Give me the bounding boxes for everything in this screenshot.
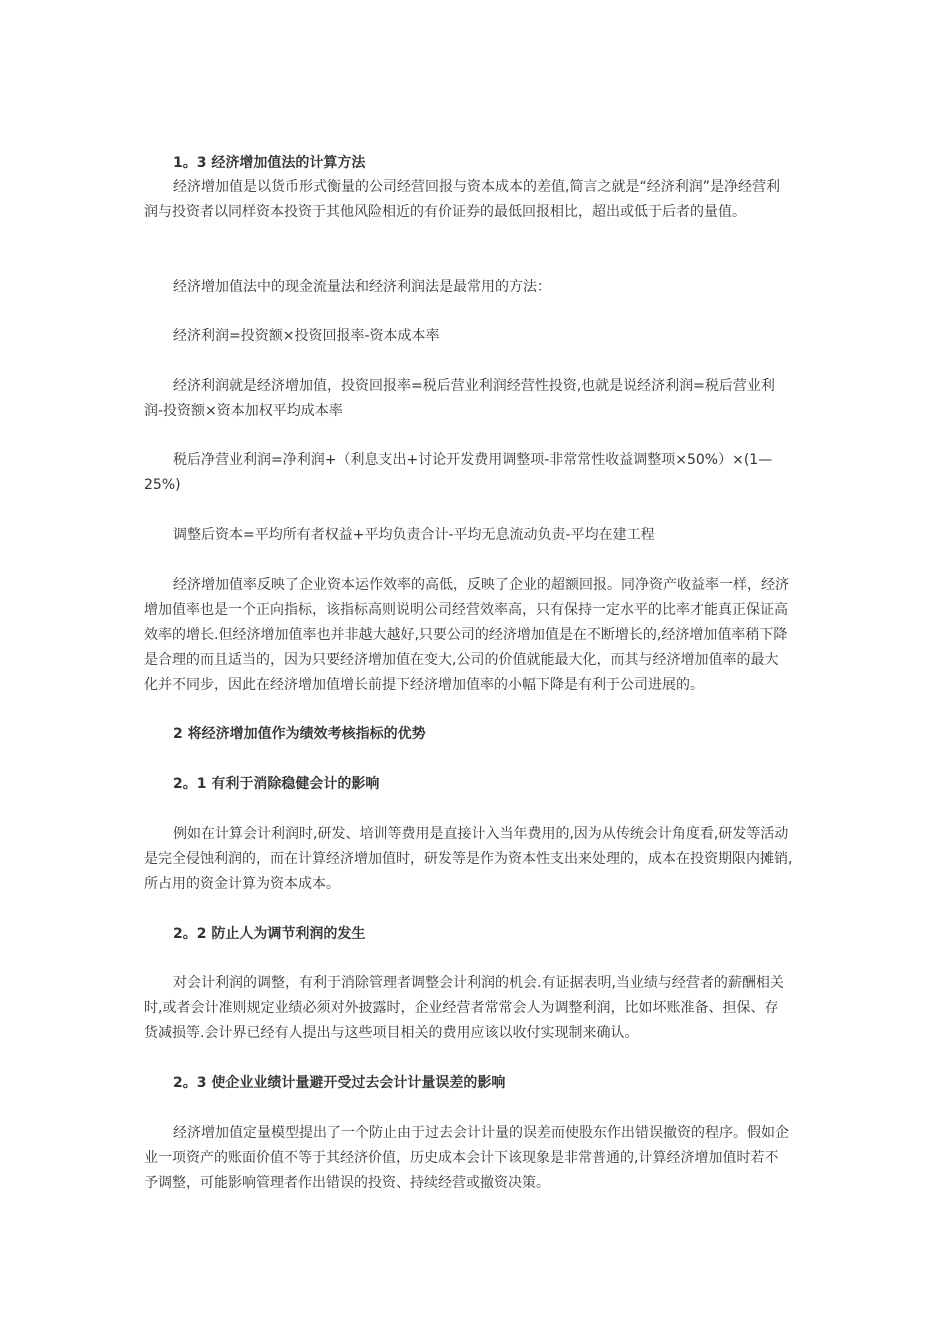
paragraph-measurement-error [144,1121,812,1196]
paragraph-line: 税后净营业利润=净利润+（利息支出+讨论开发费用调整项-非常常性收益调整项×50%）×(1— [173,452,773,468]
paragraph-common-methods [144,275,812,300]
paragraph-economic-profit-explanation [144,374,812,424]
heading-text: 2。2 防止人为调节利润的发生 [173,926,366,942]
paragraph-line: 所占用的资金计算为资本成本。 [144,876,340,892]
paragraph-formula-economic-profit [144,324,812,349]
paragraph-line: 予调整，可能影响管理者作出错误的投资、持续经营或撤资决策。 [144,1175,550,1191]
paragraph-line: 是完全侵蚀利润的，而在计算经济增加值时，研发等是作为资本性支出来处理的，成本在投资期限内摊销, [144,851,793,867]
paragraph-line: 化并不同步，因此在经济增加值增长前提下经济增加值率的小幅下降是有利于公司进展的。 [144,677,704,693]
heading-text: 2。1 有利于消除稳健会计的影响 [173,776,380,792]
paragraph-profit-adjustment [144,971,812,1046]
paragraph-line: 润-投资额×资本加权平均成本率 [144,403,343,419]
paragraph-line: 效率的增长.但经济增加值率也并非越大越好,只要公司的经济增加值是在不断增长的,经济增加值率稍下降 [144,627,788,643]
paragraph-nopat-formula [144,448,812,498]
paragraph-line: 业一项资产的账面价值不等于其经济价值，历史成本会计下该现象是非常普通的,计算经济增加值时若不 [144,1150,779,1166]
paragraph-eva-definition [144,175,812,225]
paragraph-eva-rate [144,573,812,698]
paragraph-line: 经济增加值是以货币形式衡量的公司经营回报与资本成本的差值,简言之就是“经济利润”是净经营利 [173,179,780,195]
paragraph-line: 是合理的而且适当的，因为只要经济增加值在变大,公司的价值就能最大化，而其与经济增加值率的最大 [144,652,779,668]
section-heading-2 [144,722,841,747]
paragraph-line: 对会计利润的调整，有利于消除管理者调整会计利润的机会.有证据表明,当业绩与经营者的薪酬相关 [173,975,784,991]
section-heading-2-1 [144,772,841,797]
paragraph-line: 例如在计算会计利润时,研发、培训等费用是直接计入当年费用的,因为从传统会计角度看,研发等活动 [173,826,789,842]
section-heading-2-2 [144,922,841,947]
heading-text: 1。3 经济增加值法的计算方法 [173,155,366,171]
paragraph-line: 增加值率也是一个正向指标，该指标高则说明公司经营效率高，只有保持一定水平的比率才能真正保证高 [144,602,788,618]
section-heading-1-3 [144,151,841,176]
paragraph-line: 经济利润就是经济增加值，投资回报率=税后营业利润经营性投资,也就是说经济利润=税后营业利 [173,378,775,394]
paragraph-line: 润与投资者以同样资本投资于其他风险相近的有价证券的最低回报相比，超出或低于后者的量值。 [144,204,746,220]
paragraph-line: 时,或者会计准则规定业绩必须对外披露时，企业经营者常常会人为调整利润，比如坏账准备、担保、存 [144,1000,779,1016]
paragraph-line: 货减损等.会计界已经有人提出与这些项目相关的费用应该以收付实现制来确认。 [144,1025,639,1041]
section-heading-2-3 [144,1071,841,1096]
paragraph-adjusted-capital-formula [144,523,812,548]
paragraph-line: 经济增加值法中的现金流量法和经济利润法是最常用的方法： [173,279,551,295]
heading-text: 2。3 使企业业绩计量避开受过去会计计量误差的影响 [173,1075,506,1091]
paragraph-conservative-accounting [144,822,812,897]
paragraph-line: 25%) [144,477,181,493]
paragraph-line: 经济利润=投资额×投资回报率-资本成本率 [173,328,440,344]
paragraph-line: 经济增加值定量模型提出了一个防止由于过去会计计量的误差而使股东作出错误撤资的程序。假如企 [173,1125,789,1141]
paragraph-line: 调整后资本=平均所有者权益+平均负责合计-平均无息流动负责-平均在建工程 [173,527,655,543]
heading-text: 2 将经济增加值作为绩效考核指标的优势 [173,726,426,742]
paragraph-line: 经济增加值率反映了企业资本运作效率的高低，反映了企业的超额回报。同净资产收益率一样，经济 [173,577,789,593]
